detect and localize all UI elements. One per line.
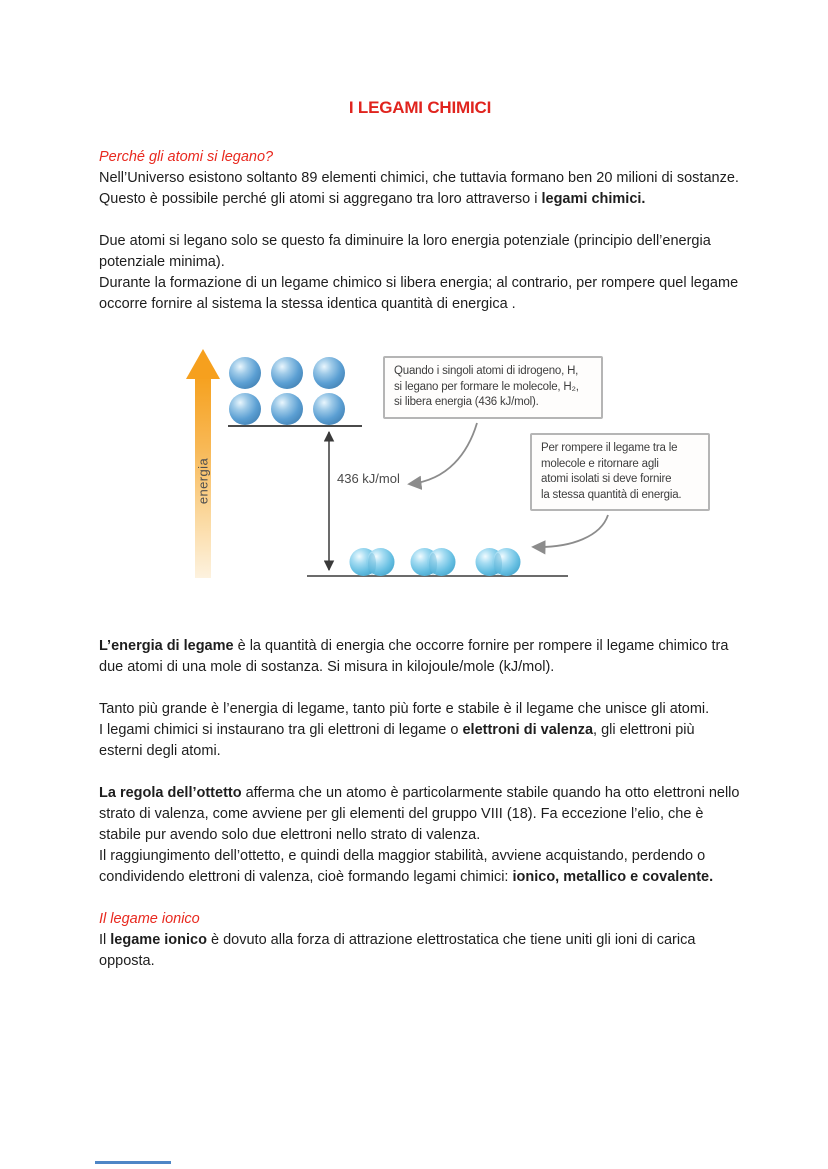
paragraph-potential-energy: Due atomi si legano solo se questo fa diminuire la loro energia potenziale (principio dell’energia potenziale minima). [99,233,711,270]
section-heading-why-atoms-bond: Perché gli atomi si legano? [99,149,274,165]
paragraph-intro: Nell’Universo esistono soltanto 89 elementi chimici, che tuttavia formano ben 20 milioni di sostanze. Questo è possibile perché gli atomi si aggregano tra loro attraverso i legami chimici. [99,170,739,207]
paragraph-ionic-bond: Il legame ionico è dovuto alla forza di attrazione elettrostatica che tiene uniti gli ioni di carica opposta. [99,932,696,969]
energy-gap-value: 436 kJ/mol [337,471,400,486]
callout-arrow-atoms [410,423,477,484]
callout-arrow-molecules [534,515,608,547]
page-title: I LEGAMI CHIMICI [348,98,492,117]
h2-molecules [350,548,521,576]
paragraph-bond-energy: L’energia di legame è la quantità di energia che occorre fornire per rompere il legame chimico tra due atomi di una mole di sostanza. Si misura in kilojoule/mole (kJ/mol). [99,638,729,675]
paragraph-bond-strength: Tanto più grande è l’energia di legame, tanto più forte e stabile è il legame che unisce gli atomi. [99,701,710,717]
next-page-table-edge [95,1161,171,1164]
energy-diagram-figure [180,343,710,598]
free-hydrogen-atoms [229,357,345,425]
callout-atoms-text: Quando i singoli atomi di idrogeno, H, si legano per formare le molecole, H₂, si libera energia (436 kJ/mol). [383,356,603,419]
paragraph-octet-achievement: Il raggiungimento dell’ottetto, e quindi della maggior stabilità, avviene acquistando, perdendo o condividendo elettroni di valenza, cioè formando legami chimici: ionico, metallico e covalente. [99,848,714,885]
paragraph-valence-electrons: I legami chimici si instaurano tra gli elettroni di legame o elettroni di valenza, gli elettroni più esterni degli atomi. [99,722,695,759]
section-heading-ionic-bond: Il legame ionico [99,911,200,927]
energy-axis-label: energia [195,457,211,505]
paragraph-octet-rule: La regola dell’ottetto afferma che un atomo è particolarmente stabile quando ha otto elettroni nello strato di valenza, come avviene per gli elementi del gruppo VIII (18). Fa eccezione l’elio, che è stabile pur avendo solo due elettroni nello strato di valenza. [99,785,740,843]
paragraph-bond-formation: Durante la formazione di un legame chimico si libera energia; al contrario, per rompere quel legame occorre fornire al sistema la stessa identica quantità di energica . [99,275,739,312]
callout-molecules-text: Per rompere il legame tra le molecole e ritornare agli atomi isolati si deve fornire la stessa quantità di energia. [530,433,710,511]
